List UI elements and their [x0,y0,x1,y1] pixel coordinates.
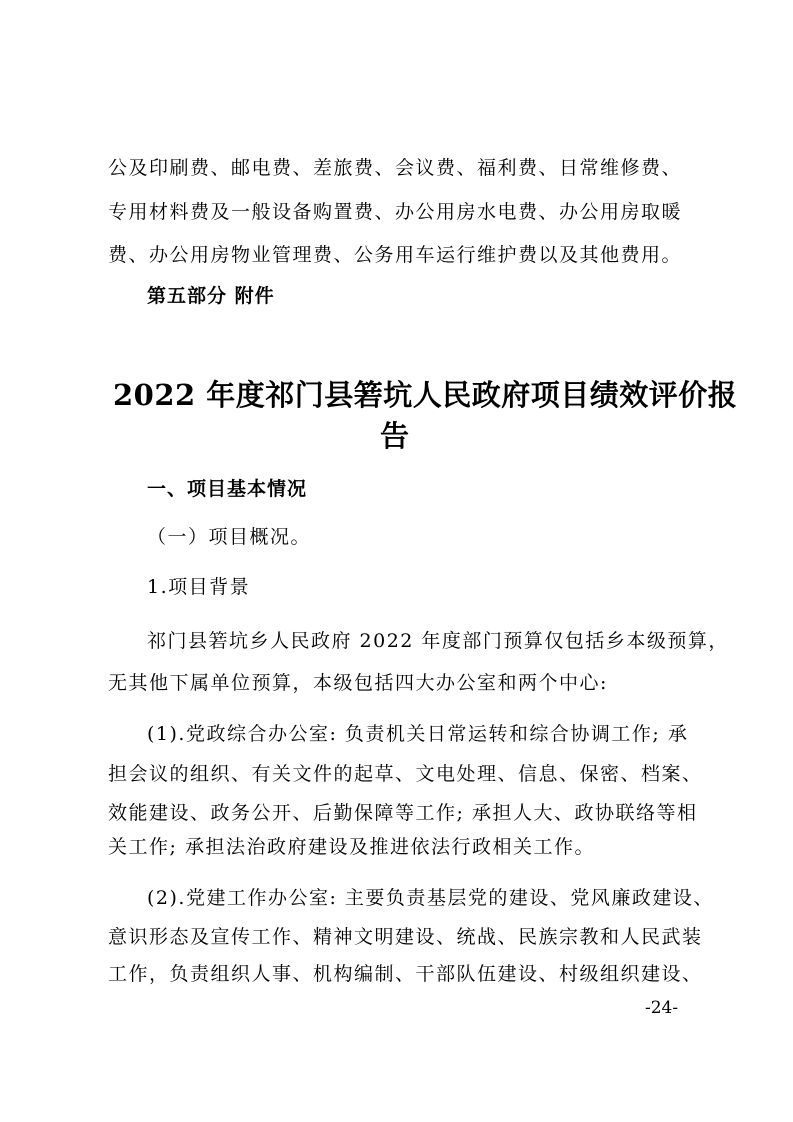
report-title-line-2: 告 [380,419,410,453]
para2-line-4: 关工作; 承担法治政府建设及推进依法行政相关工作。 [108,836,595,858]
intro-line-1: 公及印刷费、邮电费、差旅费、会议费、福利费、日常维修费、 [108,157,683,179]
para2-line-3: 效能建设、政务公开、后勤保障等工作; 承担人大、政协联络等相 [108,802,698,824]
report-title-line-1: 2022 年度祁门县箬坑人民政府项目绩效评价报 [113,378,738,412]
section-heading: 一、项目基本情况 [147,478,308,500]
item-heading: 1.项目背景 [147,576,251,598]
para1-line-2: 无其他下属单位预算，本级包括四大办公室和两个中心: [108,672,608,694]
para2-line-2: 担会议的组织、有关文件的起草、文电处理、信息、保密、档案、 [108,763,703,785]
para3-line-1: (2).党建工作办公室: 主要负责基层党的建设、党风廉政建设、 [147,887,714,909]
para1-line-1: 祁门县箬坑乡人民政府 2022 年度部门预算仅包括乡本级预算， [147,630,729,652]
intro-line-2: 专用材料费及一般设备购置费、办公用房水电费、办公用房取暖 [108,201,683,223]
para2-line-1: (1).党政综合办公室: 负责机关日常运转和综合协调工作; 承 [147,723,689,745]
page-number: -24- [645,998,679,1018]
sub-heading: （一）项目概况。 [147,526,312,548]
para3-line-2: 意识形态及宣传工作、精神文明建设、统战、民族宗教和人民武装 [108,926,703,948]
intro-line-3: 费、办公用房物业管理费、公务用车运行维护费以及其他费用。 [108,244,683,266]
para3-line-3: 工作，负责组织人事、机构编制、干部队伍建设、村级组织建设、 [108,963,703,985]
part-heading: 第五部分 附件 [147,285,275,307]
